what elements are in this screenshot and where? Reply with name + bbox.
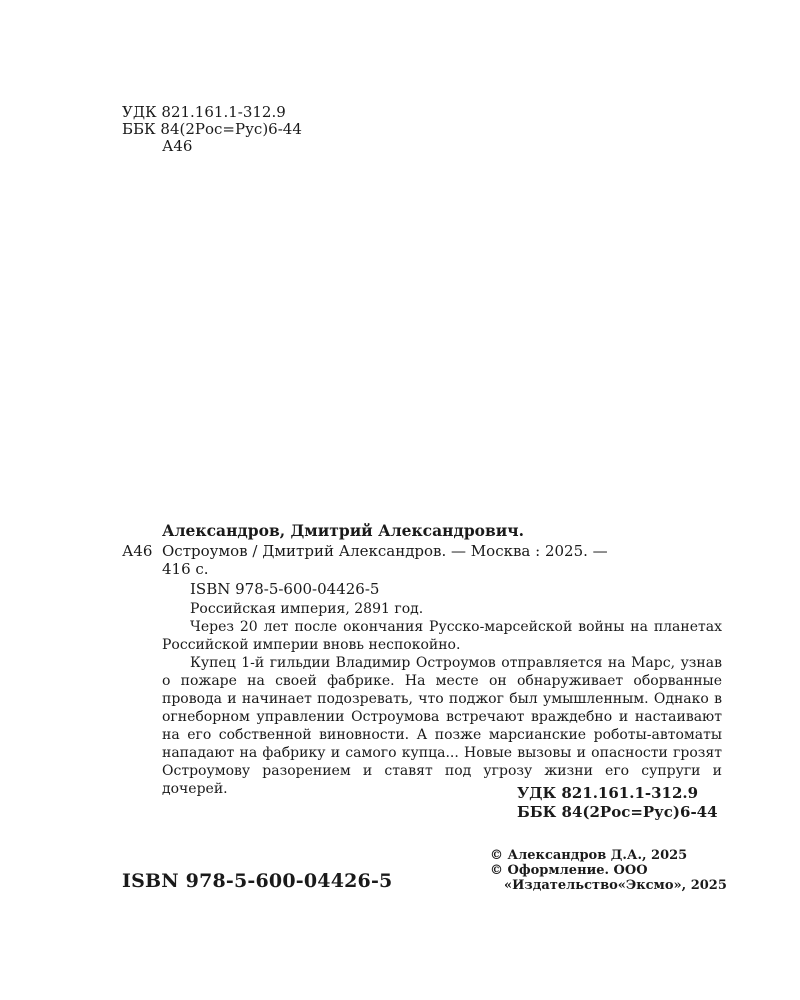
top-bbk: ББК 84(2Рос=Рус)6-44 — [122, 120, 302, 138]
record-bbk: ББК 84(2Рос=Рус)6-44 — [517, 803, 718, 821]
copyright-design: © Оформление. ООО — [490, 863, 648, 878]
annotation — [162, 600, 722, 798]
pages-line: 416 с. — [162, 560, 209, 578]
title-line: Остроумов / Дмитрий Александров. — Москва : 2025. — — [162, 542, 608, 560]
record-isbn: ISBN 978-5-600-04426-5 — [190, 580, 380, 598]
author-heading: Александров, Дмитрий Александрович. — [162, 521, 525, 540]
record-author-mark: А46 — [122, 542, 153, 560]
copyright-author: © Александров Д.А., 2025 — [490, 848, 688, 863]
annotation-paragraph: Через 20 лет после окончания Русско-марсейской войны на планетах Российской империи вновь неспокойно. — [162, 619, 722, 653]
annotation-paragraph: Купец 1-й гильдии Владимир Остроумов отправляется на Марс, узнав о пожаре на своей фабрике. На месте он обнаруживает оборванные провода и начинает подозревать, что поджог был умышленным. Однако в огнеборном управлении Остроумова встречают враждебно и настаивают на его собственной виновности. А позже марсианские роботы-автоматы нападают на фабрику и самого купца... Новые вызовы и опасности грозят Остроумову разорением и ставят под угрозу жизни его супруги и дочерей. — [162, 655, 722, 797]
top-author-mark: А46 — [162, 137, 193, 155]
footer-isbn: ISBN 978-5-600-04426-5 — [122, 870, 393, 892]
annotation-paragraph: Российская империя, 2891 год. — [190, 601, 424, 617]
copyright-publisher: «Издательство«Эксмо», 2025 — [504, 878, 727, 893]
record-udk: УДК 821.161.1-312.9 — [517, 784, 699, 802]
top-udk: УДК 821.161.1-312.9 — [122, 103, 286, 121]
